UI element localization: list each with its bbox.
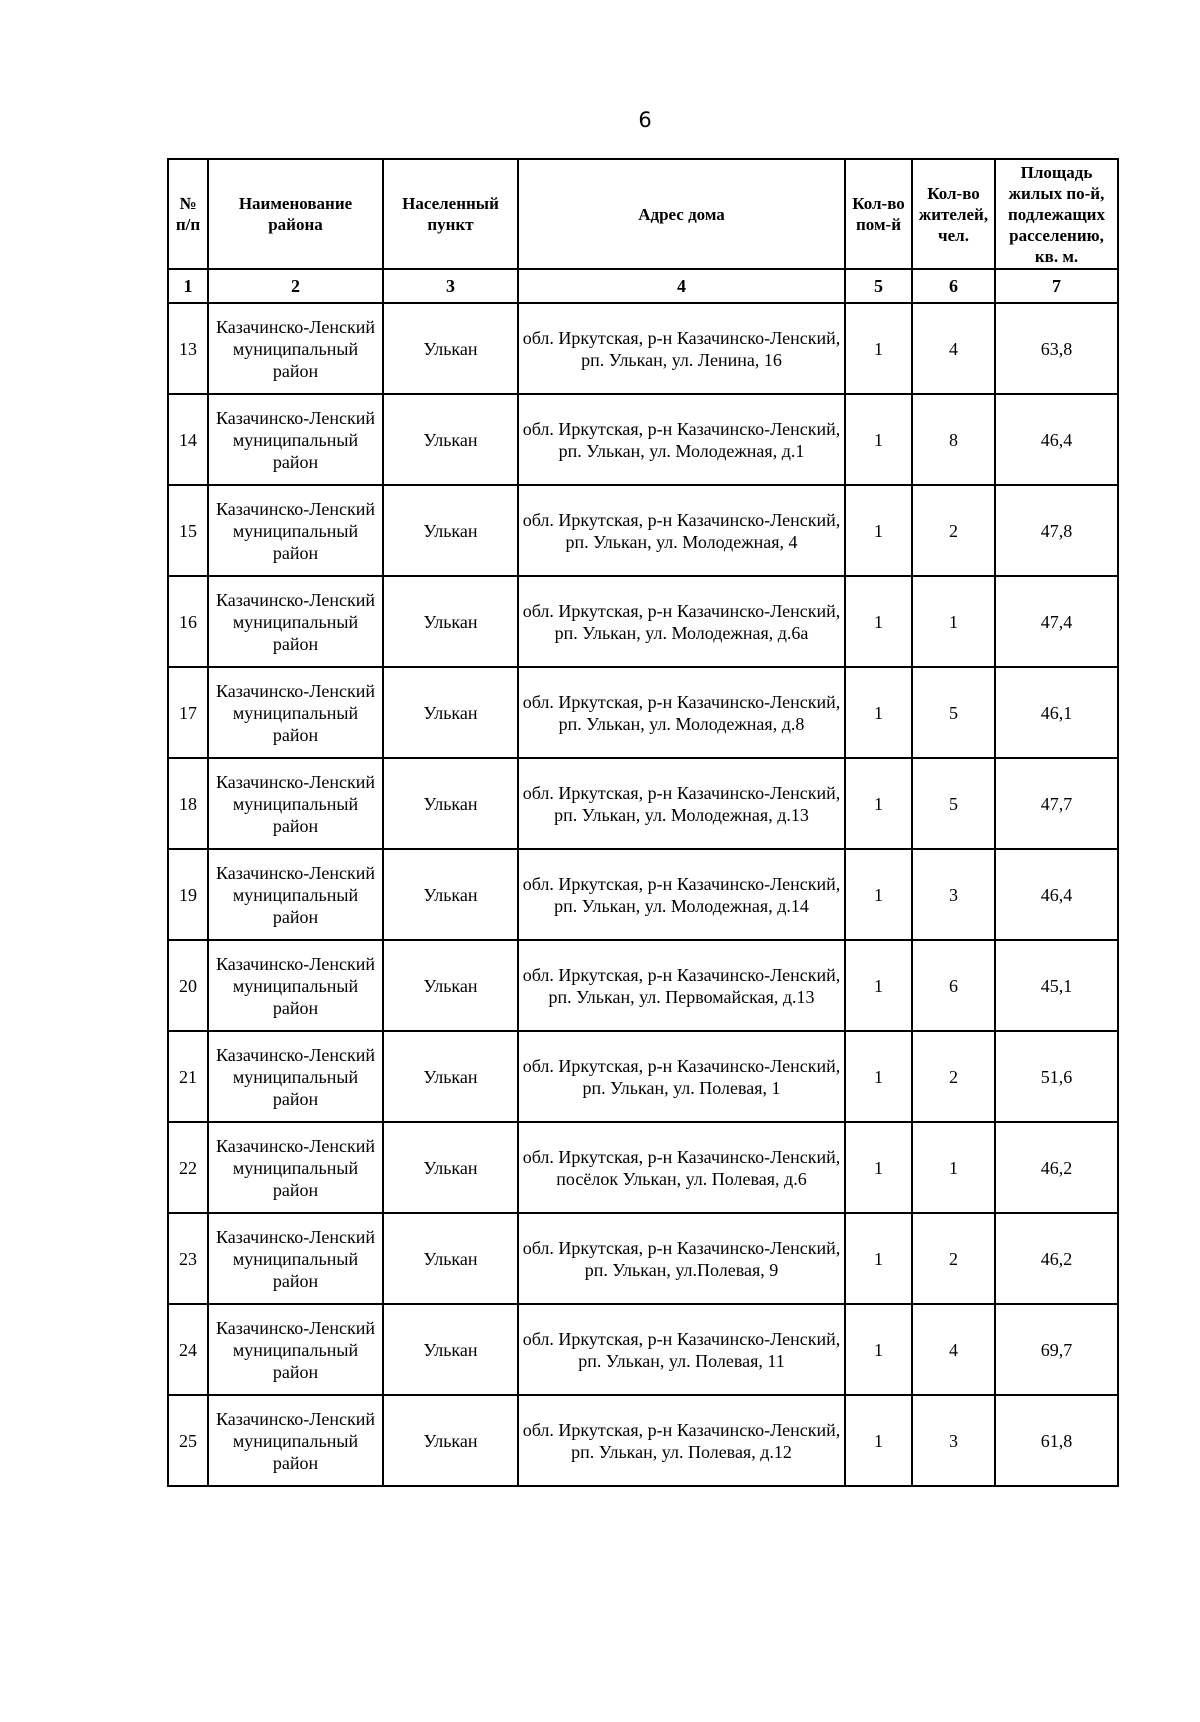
cell-district: Казачинско-Ленский муниципальный район — [208, 394, 383, 485]
cell-settlement: Улькан — [383, 849, 518, 940]
column-number: 7 — [995, 269, 1118, 303]
cell-address: обл. Иркутская, р-н Казачинско-Ленский, рп. Улькан, ул. Молодежная, 4 — [518, 485, 845, 576]
header-area: Площадь жилых по-й, подлежащих расселению, кв. м. — [995, 159, 1118, 269]
cell-district: Казачинско-Ленский муниципальный район — [208, 940, 383, 1031]
cell-rooms: 1 — [845, 940, 912, 1031]
cell-district: Казачинско-Ленский муниципальный район — [208, 1031, 383, 1122]
cell-area: 46,2 — [995, 1213, 1118, 1304]
cell-num: 18 — [168, 758, 208, 849]
cell-residents: 2 — [912, 485, 995, 576]
cell-settlement: Улькан — [383, 1395, 518, 1486]
header-district: Наименование района — [208, 159, 383, 269]
header-rooms: Кол-во пом-й — [845, 159, 912, 269]
column-number: 1 — [168, 269, 208, 303]
cell-district: Казачинско-Ленский муниципальный район — [208, 758, 383, 849]
cell-num: 15 — [168, 485, 208, 576]
table-row — [168, 1304, 1118, 1395]
cell-area: 46,4 — [995, 849, 1118, 940]
cell-num: 23 — [168, 1213, 208, 1304]
header-settlement: Населенный пункт — [383, 159, 518, 269]
cell-residents: 3 — [912, 1395, 995, 1486]
cell-num: 19 — [168, 849, 208, 940]
cell-settlement: Улькан — [383, 303, 518, 394]
column-number: 4 — [518, 269, 845, 303]
cell-area: 47,8 — [995, 485, 1118, 576]
cell-district: Казачинско-Ленский муниципальный район — [208, 1304, 383, 1395]
cell-residents: 5 — [912, 758, 995, 849]
column-number: 2 — [208, 269, 383, 303]
table-row — [168, 1122, 1118, 1213]
cell-address: обл. Иркутская, р-н Казачинско-Ленский, рп. Улькан, ул. Молодежная, д.13 — [518, 758, 845, 849]
cell-num: 14 — [168, 394, 208, 485]
cell-rooms: 1 — [845, 1122, 912, 1213]
cell-num: 24 — [168, 1304, 208, 1395]
header-residents: Кол-во жителей, чел. — [912, 159, 995, 269]
cell-district: Казачинско-Ленский муниципальный район — [208, 485, 383, 576]
table-row — [168, 485, 1118, 576]
cell-settlement: Улькан — [383, 485, 518, 576]
cell-district: Казачинско-Ленский муниципальный район — [208, 849, 383, 940]
cell-residents: 6 — [912, 940, 995, 1031]
cell-settlement: Улькан — [383, 758, 518, 849]
cell-district: Казачинско-Ленский муниципальный район — [208, 303, 383, 394]
cell-rooms: 1 — [845, 758, 912, 849]
table-row — [168, 940, 1118, 1031]
table-row — [168, 394, 1118, 485]
cell-rooms: 1 — [845, 849, 912, 940]
cell-num: 16 — [168, 576, 208, 667]
cell-district: Казачинско-Ленский муниципальный район — [208, 1213, 383, 1304]
page-number: 6 — [638, 108, 652, 132]
cell-num: 22 — [168, 1122, 208, 1213]
cell-area: 51,6 — [995, 1031, 1118, 1122]
housing-table — [167, 158, 1119, 1487]
cell-residents: 2 — [912, 1213, 995, 1304]
header-num: № п/п — [168, 159, 208, 269]
cell-district: Казачинско-Ленский муниципальный район — [208, 667, 383, 758]
cell-rooms: 1 — [845, 303, 912, 394]
cell-address: обл. Иркутская, р-н Казачинско-Ленский, рп. Улькан, ул. Полевая, д.12 — [518, 1395, 845, 1486]
cell-area: 46,4 — [995, 394, 1118, 485]
cell-rooms: 1 — [845, 1395, 912, 1486]
cell-rooms: 1 — [845, 1213, 912, 1304]
cell-residents: 5 — [912, 667, 995, 758]
cell-district: Казачинско-Ленский муниципальный район — [208, 1395, 383, 1486]
table-row — [168, 1031, 1118, 1122]
cell-rooms: 1 — [845, 667, 912, 758]
table-row — [168, 758, 1118, 849]
cell-address: обл. Иркутская, р-н Казачинско-Ленский, рп. Улькан, ул. Молодежная, д.6а — [518, 576, 845, 667]
cell-address: обл. Иркутская, р-н Казачинско-Ленский, рп. Улькан, ул. Полевая, 11 — [518, 1304, 845, 1395]
cell-address: обл. Иркутская, р-н Казачинско-Ленский, рп. Улькан, ул. Полевая, 1 — [518, 1031, 845, 1122]
cell-settlement: Улькан — [383, 940, 518, 1031]
cell-settlement: Улькан — [383, 394, 518, 485]
cell-residents: 4 — [912, 303, 995, 394]
table-row — [168, 1213, 1118, 1304]
cell-num: 20 — [168, 940, 208, 1031]
table-row — [168, 576, 1118, 667]
cell-num: 17 — [168, 667, 208, 758]
table-header-row — [168, 159, 1118, 269]
cell-area: 47,7 — [995, 758, 1118, 849]
column-numbers-row — [168, 269, 1118, 303]
cell-rooms: 1 — [845, 1031, 912, 1122]
cell-address: обл. Иркутская, р-н Казачинско-Ленский, рп. Улькан, ул. Первомайская, д.13 — [518, 940, 845, 1031]
table-row — [168, 1395, 1118, 1486]
cell-settlement: Улькан — [383, 1213, 518, 1304]
cell-district: Казачинско-Ленский муниципальный район — [208, 576, 383, 667]
cell-rooms: 1 — [845, 485, 912, 576]
cell-settlement: Улькан — [383, 1304, 518, 1395]
cell-settlement: Улькан — [383, 667, 518, 758]
cell-address: обл. Иркутская, р-н Казачинско-Ленский, рп. Улькан, ул.Полевая, 9 — [518, 1213, 845, 1304]
cell-area: 46,1 — [995, 667, 1118, 758]
cell-area: 45,1 — [995, 940, 1118, 1031]
table-body — [168, 303, 1118, 1486]
cell-district: Казачинско-Ленский муниципальный район — [208, 1122, 383, 1213]
header-address: Адрес дома — [518, 159, 845, 269]
column-number: 6 — [912, 269, 995, 303]
cell-address: обл. Иркутская, р-н Казачинско-Ленский, рп. Улькан, ул. Молодежная, д.1 — [518, 394, 845, 485]
cell-area: 61,8 — [995, 1395, 1118, 1486]
cell-rooms: 1 — [845, 1304, 912, 1395]
cell-residents: 8 — [912, 394, 995, 485]
column-number: 5 — [845, 269, 912, 303]
cell-residents: 4 — [912, 1304, 995, 1395]
cell-address: обл. Иркутская, р-н Казачинско-Ленский, рп. Улькан, ул. Молодежная, д.8 — [518, 667, 845, 758]
cell-settlement: Улькан — [383, 1122, 518, 1213]
cell-area: 47,4 — [995, 576, 1118, 667]
cell-area: 69,7 — [995, 1304, 1118, 1395]
cell-num: 13 — [168, 303, 208, 394]
cell-num: 25 — [168, 1395, 208, 1486]
cell-residents: 1 — [912, 1122, 995, 1213]
cell-residents: 2 — [912, 1031, 995, 1122]
cell-area: 46,2 — [995, 1122, 1118, 1213]
cell-address: обл. Иркутская, р-н Казачинско-Ленский, рп. Улькан, ул. Молодежная, д.14 — [518, 849, 845, 940]
cell-settlement: Улькан — [383, 576, 518, 667]
cell-rooms: 1 — [845, 394, 912, 485]
cell-rooms: 1 — [845, 576, 912, 667]
table-row — [168, 667, 1118, 758]
cell-residents: 1 — [912, 576, 995, 667]
cell-settlement: Улькан — [383, 1031, 518, 1122]
column-number: 3 — [383, 269, 518, 303]
table-row — [168, 303, 1118, 394]
cell-address: обл. Иркутская, р-н Казачинско-Ленский, рп. Улькан, ул. Ленина, 16 — [518, 303, 845, 394]
cell-address: обл. Иркутская, р-н Казачинско-Ленский, посёлок Улькан, ул. Полевая, д.6 — [518, 1122, 845, 1213]
cell-num: 21 — [168, 1031, 208, 1122]
cell-residents: 3 — [912, 849, 995, 940]
table-row — [168, 849, 1118, 940]
cell-area: 63,8 — [995, 303, 1118, 394]
